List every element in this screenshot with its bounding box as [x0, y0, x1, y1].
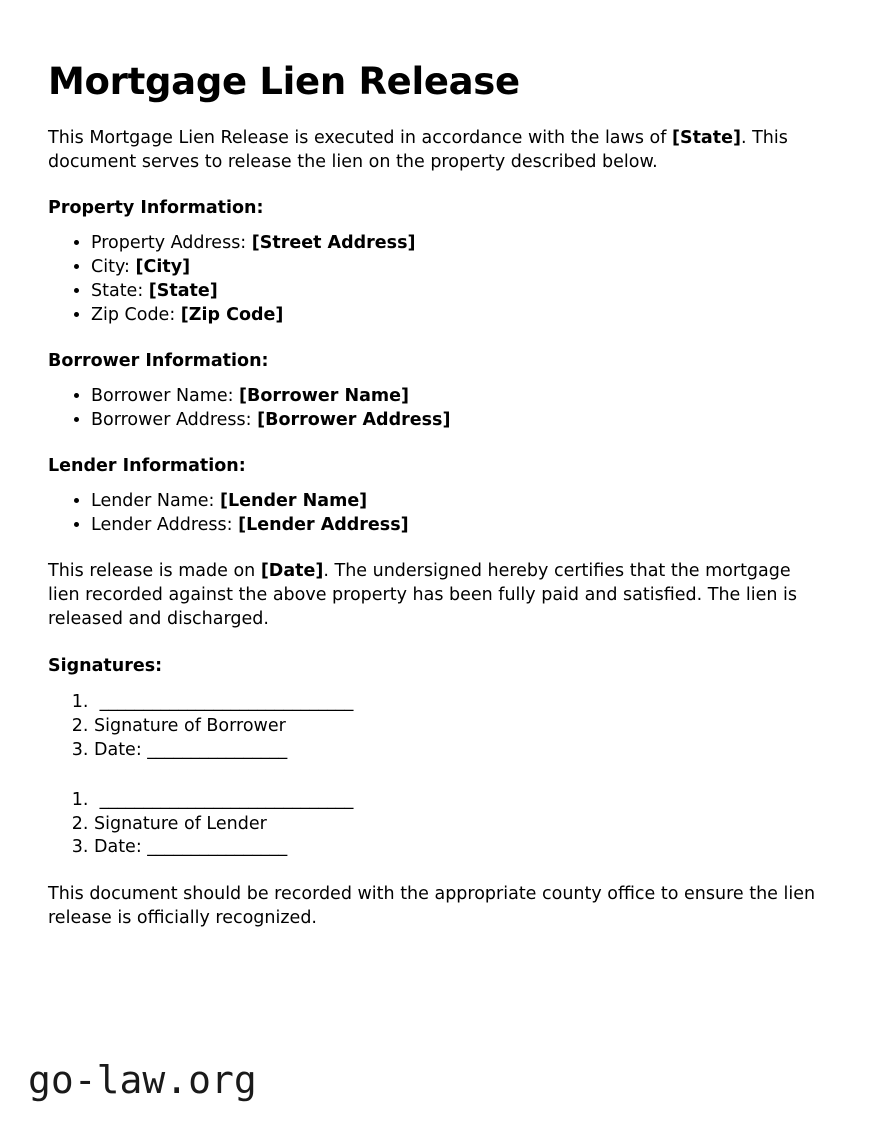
list-item — [91, 489, 818, 513]
signature-line-item — [94, 789, 818, 813]
signature-line-item — [94, 691, 818, 715]
signature-rule: _____________________________ — [94, 692, 354, 713]
signature-date-item — [94, 739, 818, 763]
list-item — [91, 303, 818, 327]
borrower-information-list — [48, 384, 818, 432]
section-heading-borrower: Borrower Information: — [48, 351, 269, 372]
property-information-list — [48, 231, 818, 328]
field-label: State: — [91, 280, 149, 301]
intro-state-placeholder: [State] — [671, 127, 741, 148]
section-heading-property: Property Information: — [48, 197, 264, 218]
field-value: [Borrower Address] — [257, 410, 451, 431]
list-item — [91, 279, 818, 303]
lender-information-list — [48, 489, 818, 537]
field-label: City: — [91, 256, 136, 277]
intro-text-before: This Mortgage Lien Release is executed in accordance with the laws of — [48, 127, 672, 148]
signature-date-item — [94, 836, 818, 860]
field-value: [City] — [135, 256, 191, 277]
lender-signature-block — [48, 789, 818, 860]
intro-paragraph — [48, 126, 818, 174]
section-heading-signatures: Signatures: — [48, 655, 163, 676]
field-value: [State] — [148, 280, 218, 301]
field-label: Lender Address: — [91, 515, 239, 536]
field-value: [Lender Name] — [220, 490, 368, 511]
section-heading-lender: Lender Information: — [48, 456, 246, 477]
field-value: [Zip Code] — [180, 305, 284, 325]
release-text-before: This release is made on — [48, 561, 261, 582]
signature-rule: _____________________________ — [94, 789, 354, 810]
list-item — [91, 231, 818, 255]
field-value: [Borrower Name] — [239, 385, 410, 406]
date-rule: Date: ________________ — [94, 837, 288, 858]
field-label: Property Address: — [91, 232, 252, 253]
closing-paragraph: This document should be recorded with the appropriate county office to ensure the lien release is officially recognized. — [48, 884, 816, 929]
signature-role-item: 2. Signature of Borrower — [94, 715, 818, 739]
list-item — [91, 255, 818, 279]
release-paragraph — [48, 559, 818, 631]
footer-watermark: go-law.org — [28, 1058, 257, 1102]
field-label: Lender Name: — [91, 490, 221, 511]
field-label: Borrower Name: — [91, 385, 240, 406]
field-value: [Street Address] — [251, 232, 416, 253]
date-rule: Date: ________________ — [94, 739, 288, 760]
borrower-signature-block — [48, 691, 818, 762]
list-item — [91, 513, 818, 537]
field-value: [Lender Address] — [238, 515, 409, 536]
signature-role-item: 2. Signature of Lender — [94, 813, 818, 837]
intro-text-after: . This document serves to release the lien on the property described below. — [48, 127, 788, 172]
release-text-after: . The undersigned hereby certifies that the mortgage lien recorded against the above property has been fully paid and satisfied. The lien is released and discharged. — [48, 561, 797, 630]
list-item — [91, 384, 818, 408]
field-label: Zip Code: — [91, 305, 181, 325]
field-label: Borrower Address: — [91, 410, 258, 431]
page-title: Mortgage Lien Release — [48, 60, 520, 103]
list-item — [91, 408, 818, 432]
release-date-placeholder: [Date] — [260, 561, 324, 582]
